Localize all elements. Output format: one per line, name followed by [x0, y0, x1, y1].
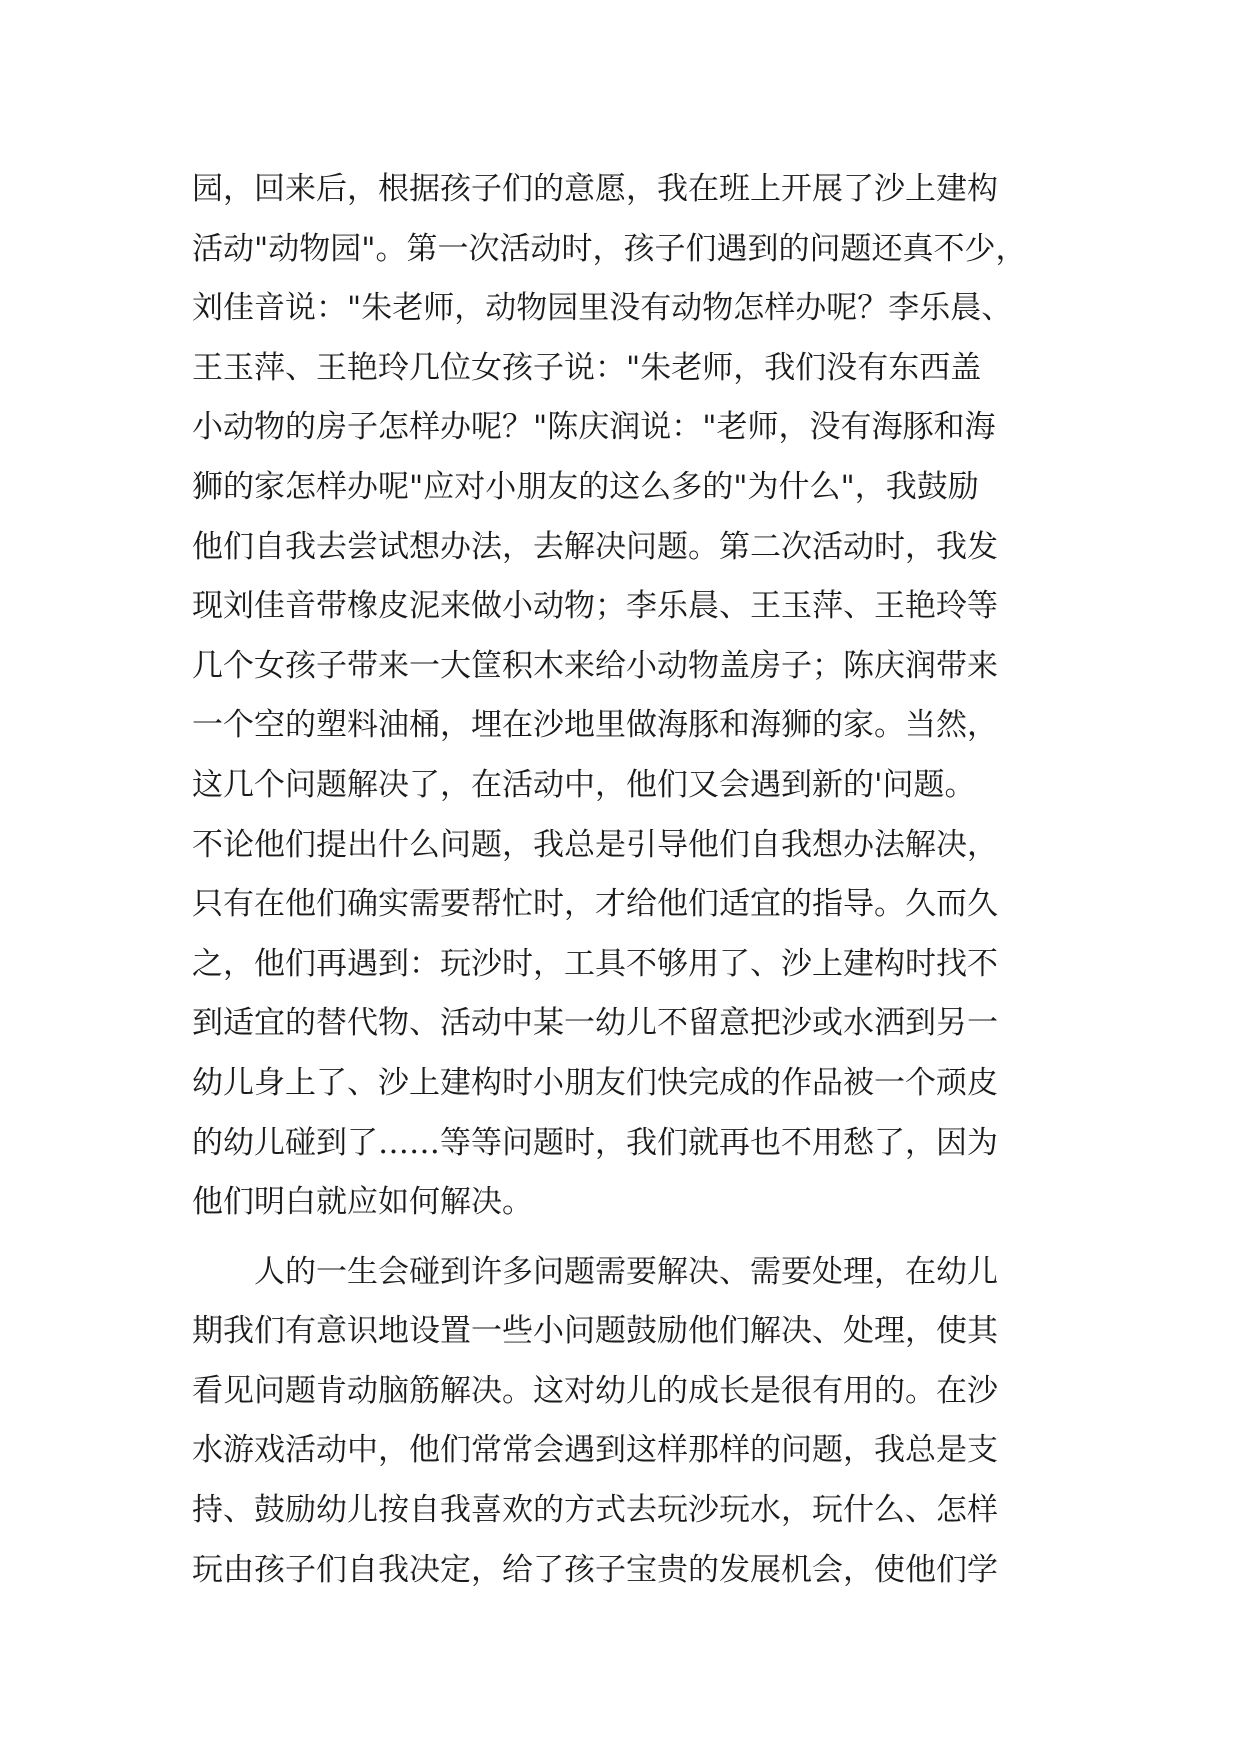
text-line: 水游戏活动中，他们常常会遇到这样那样的问题，我总是支: [192, 1432, 998, 1469]
text-line: 他们自我去尝试想办法，去解决问题。第二次活动时，我发: [192, 528, 998, 565]
text-line: 幼儿身上了、沙上建构时小朋友们快完成的作品被一个顽皮: [192, 1064, 998, 1101]
text-line: 几个女孩子带来一大筐积木来给小动物盖房子；陈庆润带来: [192, 647, 998, 684]
text-line: 之，他们再遇到：玩沙时，工具不够用了、沙上建构时找不: [192, 945, 998, 982]
text-line: 只有在他们确实需要帮忙时，才给他们适宜的指导。久而久: [192, 886, 998, 923]
text-line: 王玉萍、王艳玲几位女孩子说："朱老师，我们没有东西盖: [192, 349, 982, 386]
text-line: 刘佳音说："朱老师，动物园里没有动物怎样办呢？李乐晨、: [192, 290, 1013, 327]
text-line: 看见问题肯动脑筋解决。这对幼儿的成长是很有用的。在沙: [192, 1372, 998, 1409]
text-line: 期我们有意识地设置一些小问题鼓励他们解决、处理，使其: [192, 1313, 998, 1350]
text-line: 持、鼓励幼儿按自我喜欢的方式去玩沙玩水，玩什么、怎样: [192, 1492, 998, 1529]
text-line: 园，回来后，根据孩子们的意愿，我在班上开展了沙上建构: [192, 171, 998, 207]
text-line: 的幼儿碰到了……等等问题时，我们就再也不用愁了，因为: [192, 1124, 998, 1161]
text-line: 他们明白就应如何解决。: [192, 1184, 533, 1221]
text-line: 到适宜的替代物、活动中某一幼儿不留意把沙或水洒到另一: [192, 1005, 998, 1042]
body-text: [192, 160, 1072, 1600]
text-line: 小动物的房子怎样办呢？"陈庆润说："老师，没有海豚和海: [192, 409, 996, 446]
text-line: 一个空的塑料油桶，埋在沙地里做海豚和海狮的家。当然，: [192, 707, 998, 744]
text-line: 现刘佳音带橡皮泥来做小动物；李乐晨、王玉萍、王艳玲等: [192, 588, 998, 625]
text-line: 人的一生会碰到许多问题需要解决、需要处理，在幼儿: [192, 1253, 998, 1290]
text-line: 狮的家怎样办呢"应对小朋友的这么多的"为什么"，我鼓励: [192, 468, 979, 505]
text-line: 活动"动物园"。第一次活动时，孩子们遇到的问题还真不少，: [192, 230, 1027, 267]
paragraph-1: [192, 160, 1072, 1233]
text-line: 这几个问题解决了，在活动中，他们又会遇到新的'问题。: [192, 766, 976, 803]
text-line: 玩由孩子们自我决定，给了孩子宝贵的发展机会，使他们学: [192, 1551, 998, 1588]
text-line: 不论他们提出什么问题，我总是引导他们自我想办法解决，: [192, 826, 998, 863]
paragraph-2: [192, 1243, 1072, 1601]
paragraph-spacer: [192, 1233, 1072, 1243]
